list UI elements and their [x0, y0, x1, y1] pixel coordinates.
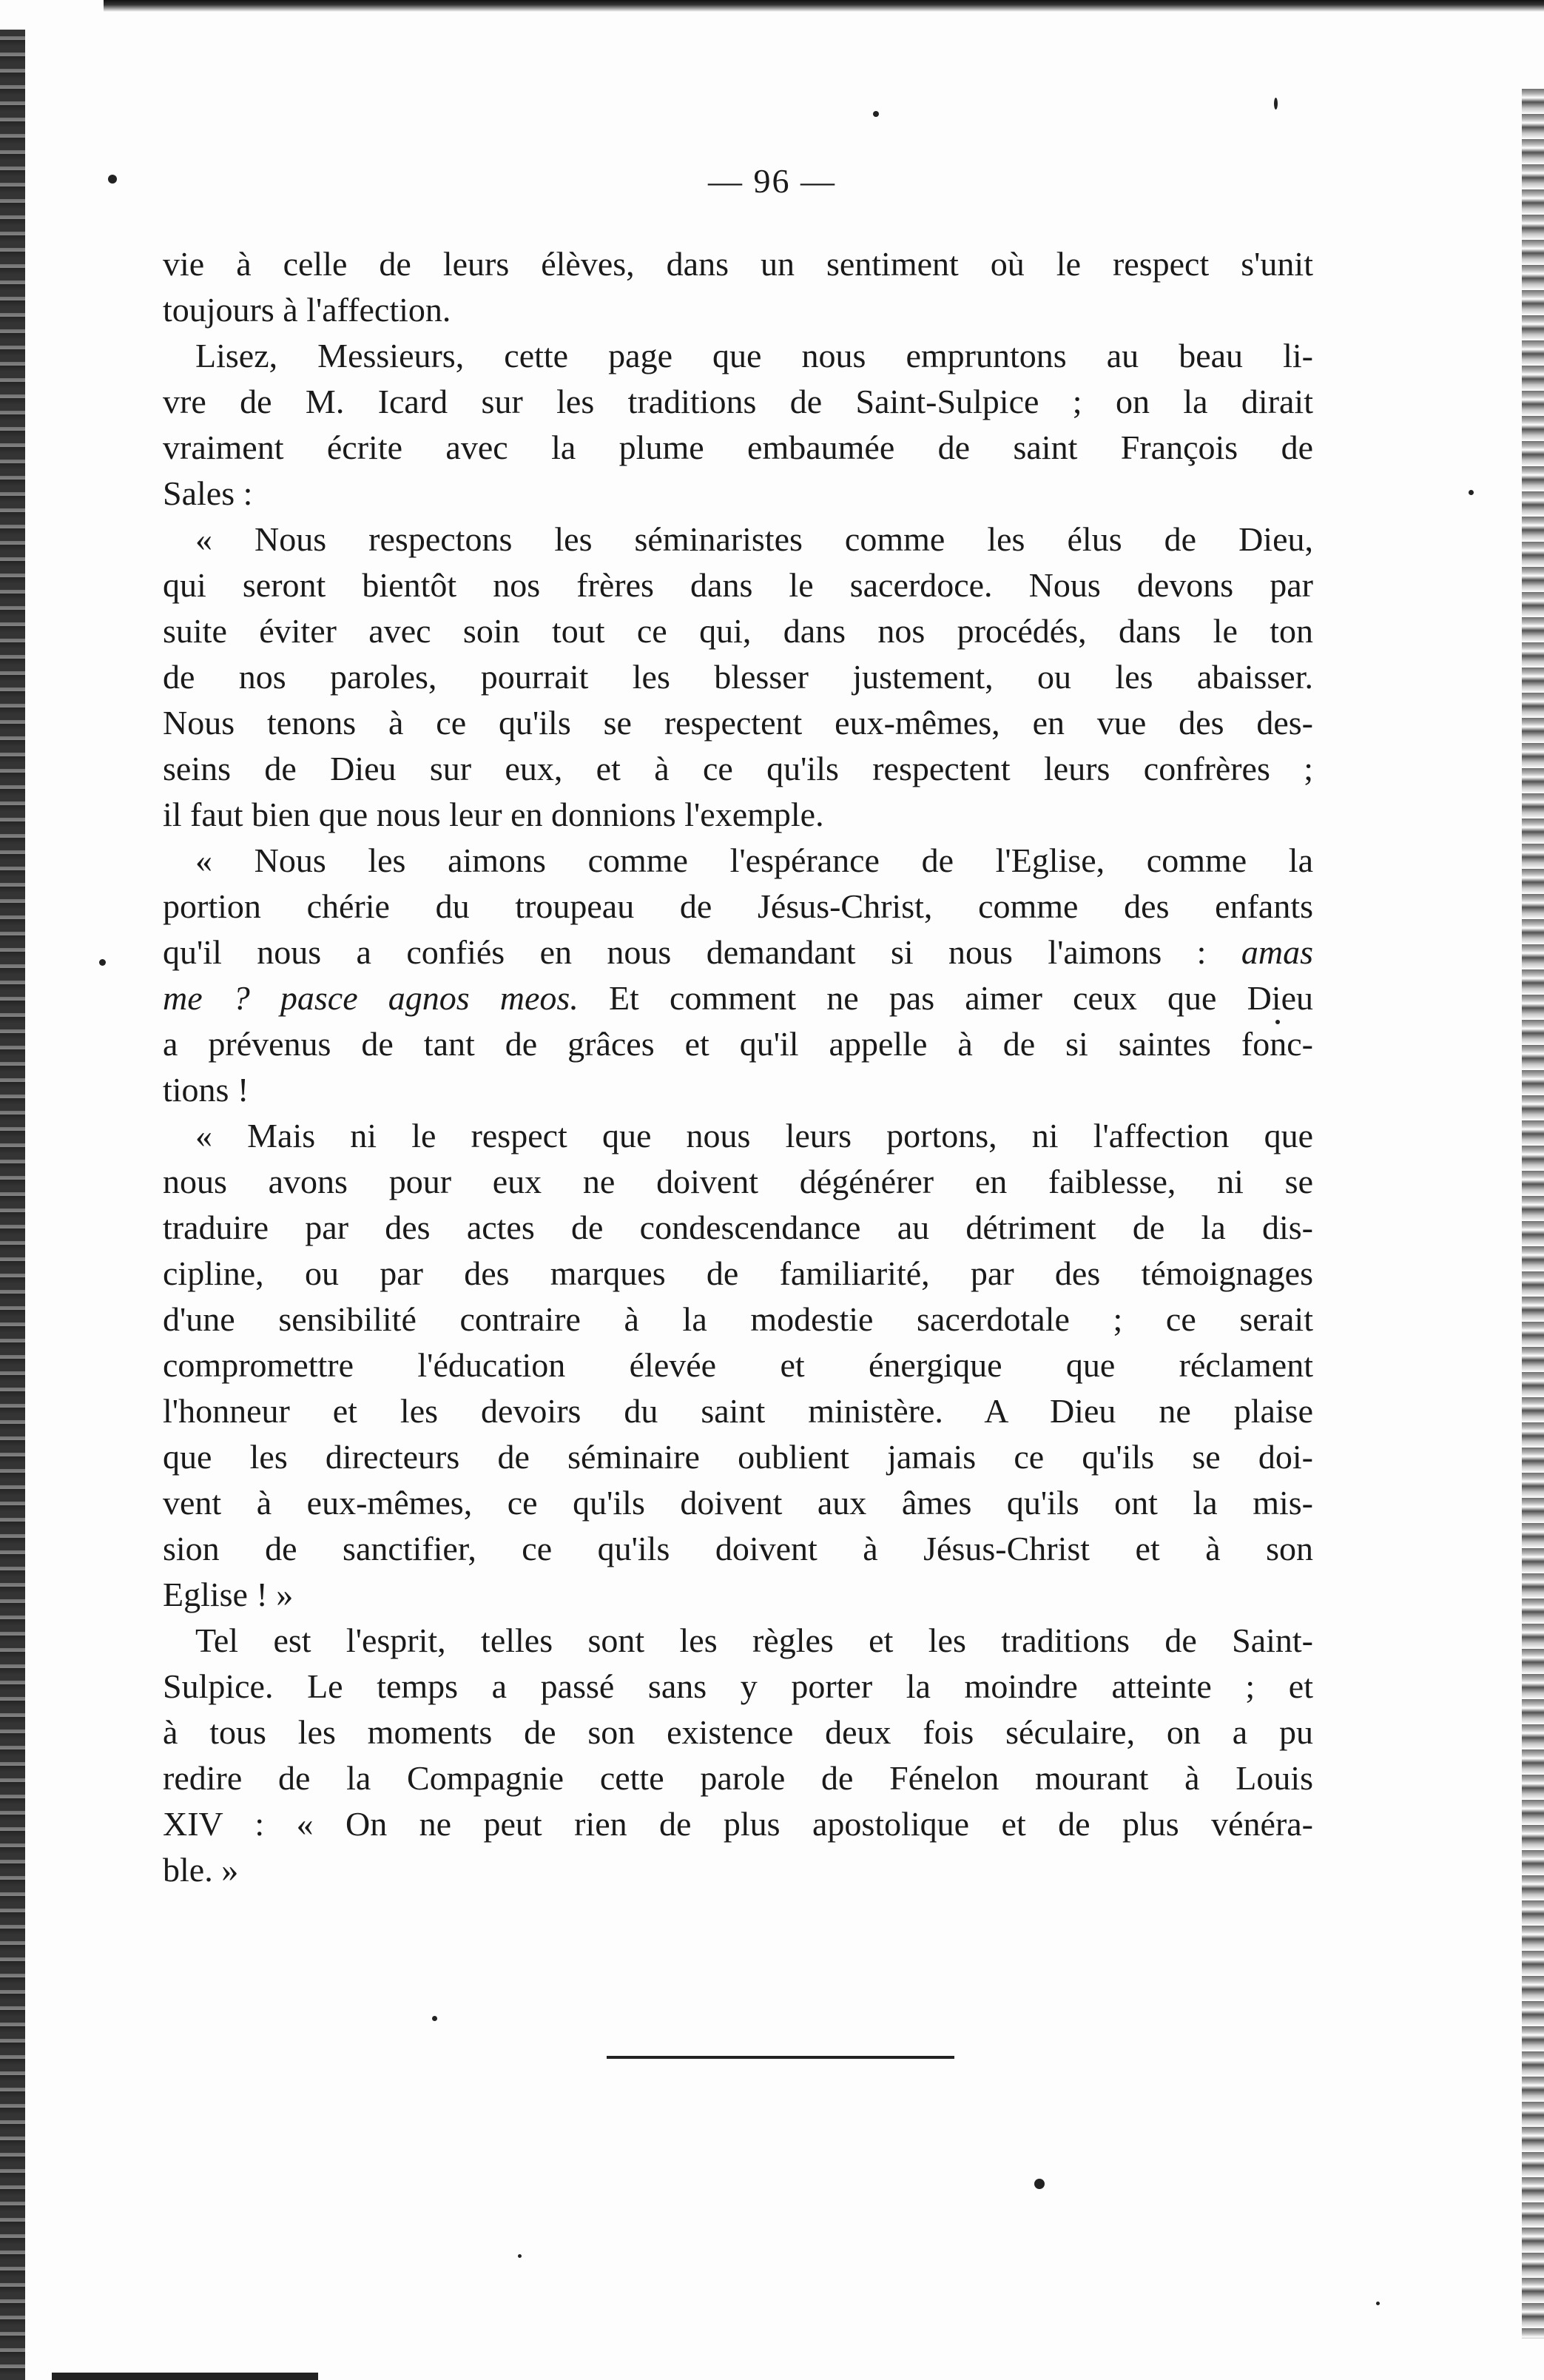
text-line: « Nous les aimons comme l'espérance de l'Eglise, comme la	[195, 841, 1313, 879]
scan-speck	[1034, 2179, 1045, 2189]
text-line: suite éviter avec soin tout ce qui, dans nos procédés, dans le ton	[163, 612, 1313, 650]
page-number: — 96 —	[708, 162, 836, 200]
scan-speck	[99, 959, 106, 966]
text-line: a prévenus de tant de grâces et qu'il appelle à de si saintes fonc-	[163, 1025, 1313, 1063]
text-line: me ? pasce agnos meos. Et comment ne pas aimer ceux que Dieu	[163, 979, 1314, 1017]
text-line: traduire par des actes de condescendance au détriment de la dis-	[163, 1209, 1313, 1246]
text-line: compromettre l'éducation élevée et énergique que réclament	[163, 1346, 1313, 1384]
text-line: Sales :	[163, 474, 253, 512]
text-line: Lisez, Messieurs, cette page que nous empruntons au beau li-	[195, 337, 1313, 374]
text-line: tions !	[163, 1071, 249, 1109]
text-line: « Mais ni le respect que nous leurs portons, ni l'affection que	[195, 1117, 1313, 1154]
text-line: nous avons pour eux ne doivent dégénérer en faiblesse, ni se	[163, 1163, 1313, 1200]
latin-citation: me ? pasce agnos meos.	[163, 979, 579, 1017]
text-line: vre de M. Icard sur les traditions de Saint-Sulpice ; on la dirait	[163, 383, 1313, 420]
scan-speck	[1274, 98, 1278, 110]
scan-top-edge	[104, 0, 1544, 12]
text-line: vie à celle de leurs élèves, dans un sentiment où le respect s'unit	[163, 245, 1313, 283]
scan-speck	[1376, 2302, 1380, 2305]
text-line: Sulpice. Le temps a passé sans y porter la moindre atteinte ; et	[163, 1667, 1313, 1705]
text-line: d'une sensibilité contraire à la modestie sacerdotale ; ce serait	[163, 1300, 1313, 1338]
text-line: Nous tenons à ce qu'ils se respectent eux-mêmes, en vue des des-	[163, 704, 1313, 742]
closing-rule	[607, 2056, 954, 2059]
scan-right-edge	[1522, 89, 1544, 2339]
text-line: vent à eux-mêmes, ce qu'ils doivent aux âmes qu'ils ont la mis-	[163, 1484, 1313, 1522]
text-line: il faut bien que nous leur en donnions l'exemple.	[163, 796, 824, 833]
body-text	[163, 241, 1313, 1893]
scan-bottom-edge	[52, 2373, 318, 2380]
text-line: de nos paroles, pourrait les blesser justement, ou les abaisser.	[163, 658, 1313, 696]
text-line: qu'il nous a confiés en nous demandant si nous l'aimons : amas	[163, 933, 1313, 971]
scan-speck	[432, 2016, 437, 2021]
text-line: à tous les moments de son existence deux fois séculaire, on a pu	[163, 1713, 1313, 1751]
text-line: portion chérie du troupeau de Jésus-Christ, comme des enfants	[163, 887, 1313, 925]
scan-speck	[518, 2254, 522, 2258]
text-line: XIV : « On ne peut rien de plus apostolique et de plus vénéra-	[163, 1805, 1313, 1843]
text-line: toujours à l'affection.	[163, 291, 451, 329]
text-line: seins de Dieu sur eux, et à ce qu'ils respectent leurs confrères ;	[163, 750, 1313, 787]
text-line: sion de sanctifier, ce qu'ils doivent à Jésus-Christ et à son	[163, 1530, 1313, 1567]
text-line: qui seront bientôt nos frères dans le sacerdoce. Nous devons par	[163, 566, 1313, 604]
text-line: l'honneur et les devoirs du saint ministère. A Dieu ne plaise	[163, 1392, 1313, 1430]
scan-speck	[873, 111, 879, 117]
scan-left-edge	[0, 30, 25, 2380]
text-line: ble. »	[163, 1851, 239, 1889]
text-line: vraiment écrite avec la plume embaumée de saint François de	[163, 428, 1313, 466]
scan-speck	[1469, 490, 1474, 495]
text-line: Tel est l'esprit, telles sont les règles et les traditions de Saint-	[195, 1621, 1313, 1659]
text-line: redire de la Compagnie cette parole de Fénelon mourant à Louis	[163, 1759, 1313, 1797]
text-line: Eglise ! »	[163, 1576, 294, 1613]
text-line: cipline, ou par des marques de familiarité, par des témoignages	[163, 1254, 1313, 1292]
text-line: que les directeurs de séminaire oublient jamais ce qu'ils se doi-	[163, 1438, 1313, 1476]
latin-citation: amas	[1241, 933, 1313, 971]
text-line: « Nous respectons les séminaristes comme les élus de Dieu,	[195, 520, 1313, 558]
